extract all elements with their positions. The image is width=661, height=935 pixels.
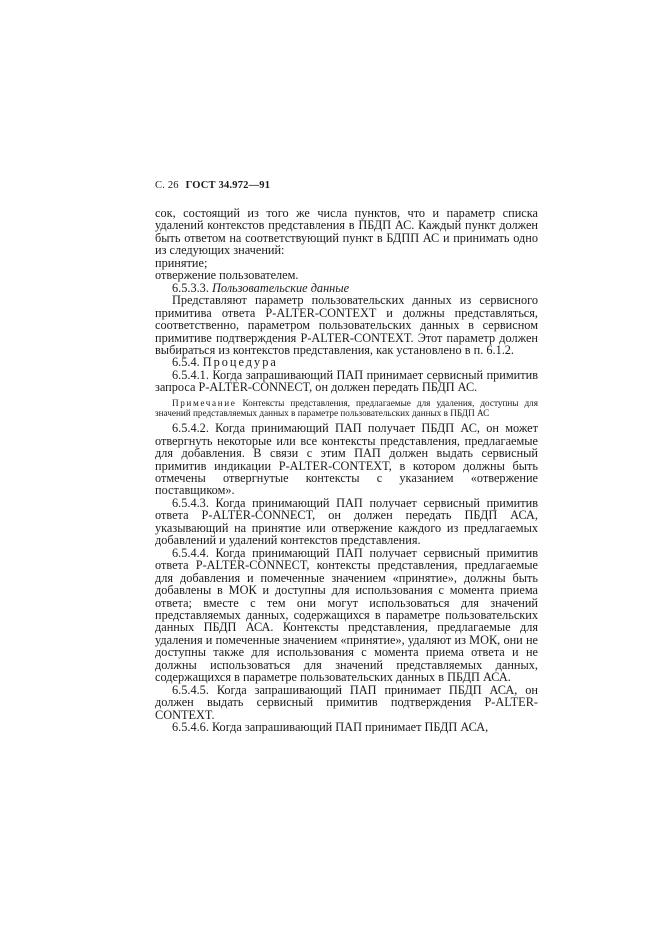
note-label: Примечание	[172, 397, 237, 408]
note	[155, 398, 538, 418]
note-text: Контексты представления, предлагаемые для удаления, доступны для значений представляемых данных в параметре пользовательских данных в ПБДП АС	[155, 397, 538, 418]
standard-code: ГОСТ 34.972—91	[185, 180, 271, 191]
paragraph-6545: 6.5.4.5. Когда запрашивающий ПАП принимает ПБДП АСА, он должен выдать сервисный примитив подтверждения P-ALTER-CONTEXT.	[155, 682, 538, 722]
paragraph-6541: 6.5.4.1. Когда запрашивающий ПАП принимает сервисный примитив запроса P-ALTER-CONNECT, он должен передать ПБДП АС.	[155, 367, 538, 395]
list-item-accept: принятие;	[155, 255, 208, 270]
paragraph-6542: 6.5.4.2. Когда принимающий ПАП получает ПБДП АС, он может отвергнуть некоторые или все контексты представления, предлагаемые для добавления. В связи с этим ПАП должен выдать сервисный примитив индикации P-ALTER-CONTEXT, в котором должны быть отмечены отвергнутые контексты с указанием «отвержение поставщиком».	[155, 421, 538, 498]
section-title: Пользовательские данные	[211, 280, 350, 295]
section-title: Процедура	[202, 355, 278, 370]
page-number: С. 26	[155, 180, 179, 191]
paragraph-intro: сок, состоящий из того же числа пунктов, что и параметр списка удалений контекстов представления в ПБДП АС. Каждый пункт должен быть ответом на соответствующий пункт в БДПП АС и принимать одно из следующих значений:	[155, 206, 538, 258]
paragraph-6546: 6.5.4.6. Когда запрашивающий ПАП принимает ПБДП АСА,	[172, 720, 489, 735]
page-header	[155, 180, 270, 191]
paragraph-6543: 6.5.4.3. Когда принимающий ПАП получает сервисный примитив ответа P-ALTER-CONNECT, он должен передать ПБДП АСА, указывающий на принятие или отвержение каждого из предлагаемых добавлений и удалений контекстов представления.	[155, 495, 538, 548]
list-item-reject: отвержение пользователем.	[155, 268, 299, 283]
paragraph-6544: 6.5.4.4. Когда принимающий ПАП получает сервисный примитив ответа P-ALTER-CONNECT, контексты представления, предлагаемые для добавления и помеченные значением «принятие», должны быть добавлены в МОК и доступны для использования с момента приема ответа; вместе с тем они могут использоваться для значений представляемых данных, содержащихся в параметре пользовательских данных ПБДП АСА. Контексты представления, предлагаемые для удаления и помеченные значением «принятие», удаляют из МОК, они не доступны также для использования с момента приема ответа и не должны использоваться для значений представляемых данных, содержащихся в параметре пользовательских данных в ПБДП АСА.	[155, 545, 538, 685]
paragraph-6533: Представляют параметр пользовательских данных из сервисного примитива ответа P-ALTER-CONTEXT и должны представляться, соответственно, параметром пользовательских данных в сервисном примитиве подтверждения P-ALTER-CONTEXT. Этот параметр должен выбираться из контекстов представления, как установлено в п. 6.1.2.	[155, 293, 538, 357]
document-body	[155, 207, 538, 734]
section-number: 6.5.3.3.	[172, 280, 209, 295]
section-number: 6.5.4.	[172, 355, 200, 370]
